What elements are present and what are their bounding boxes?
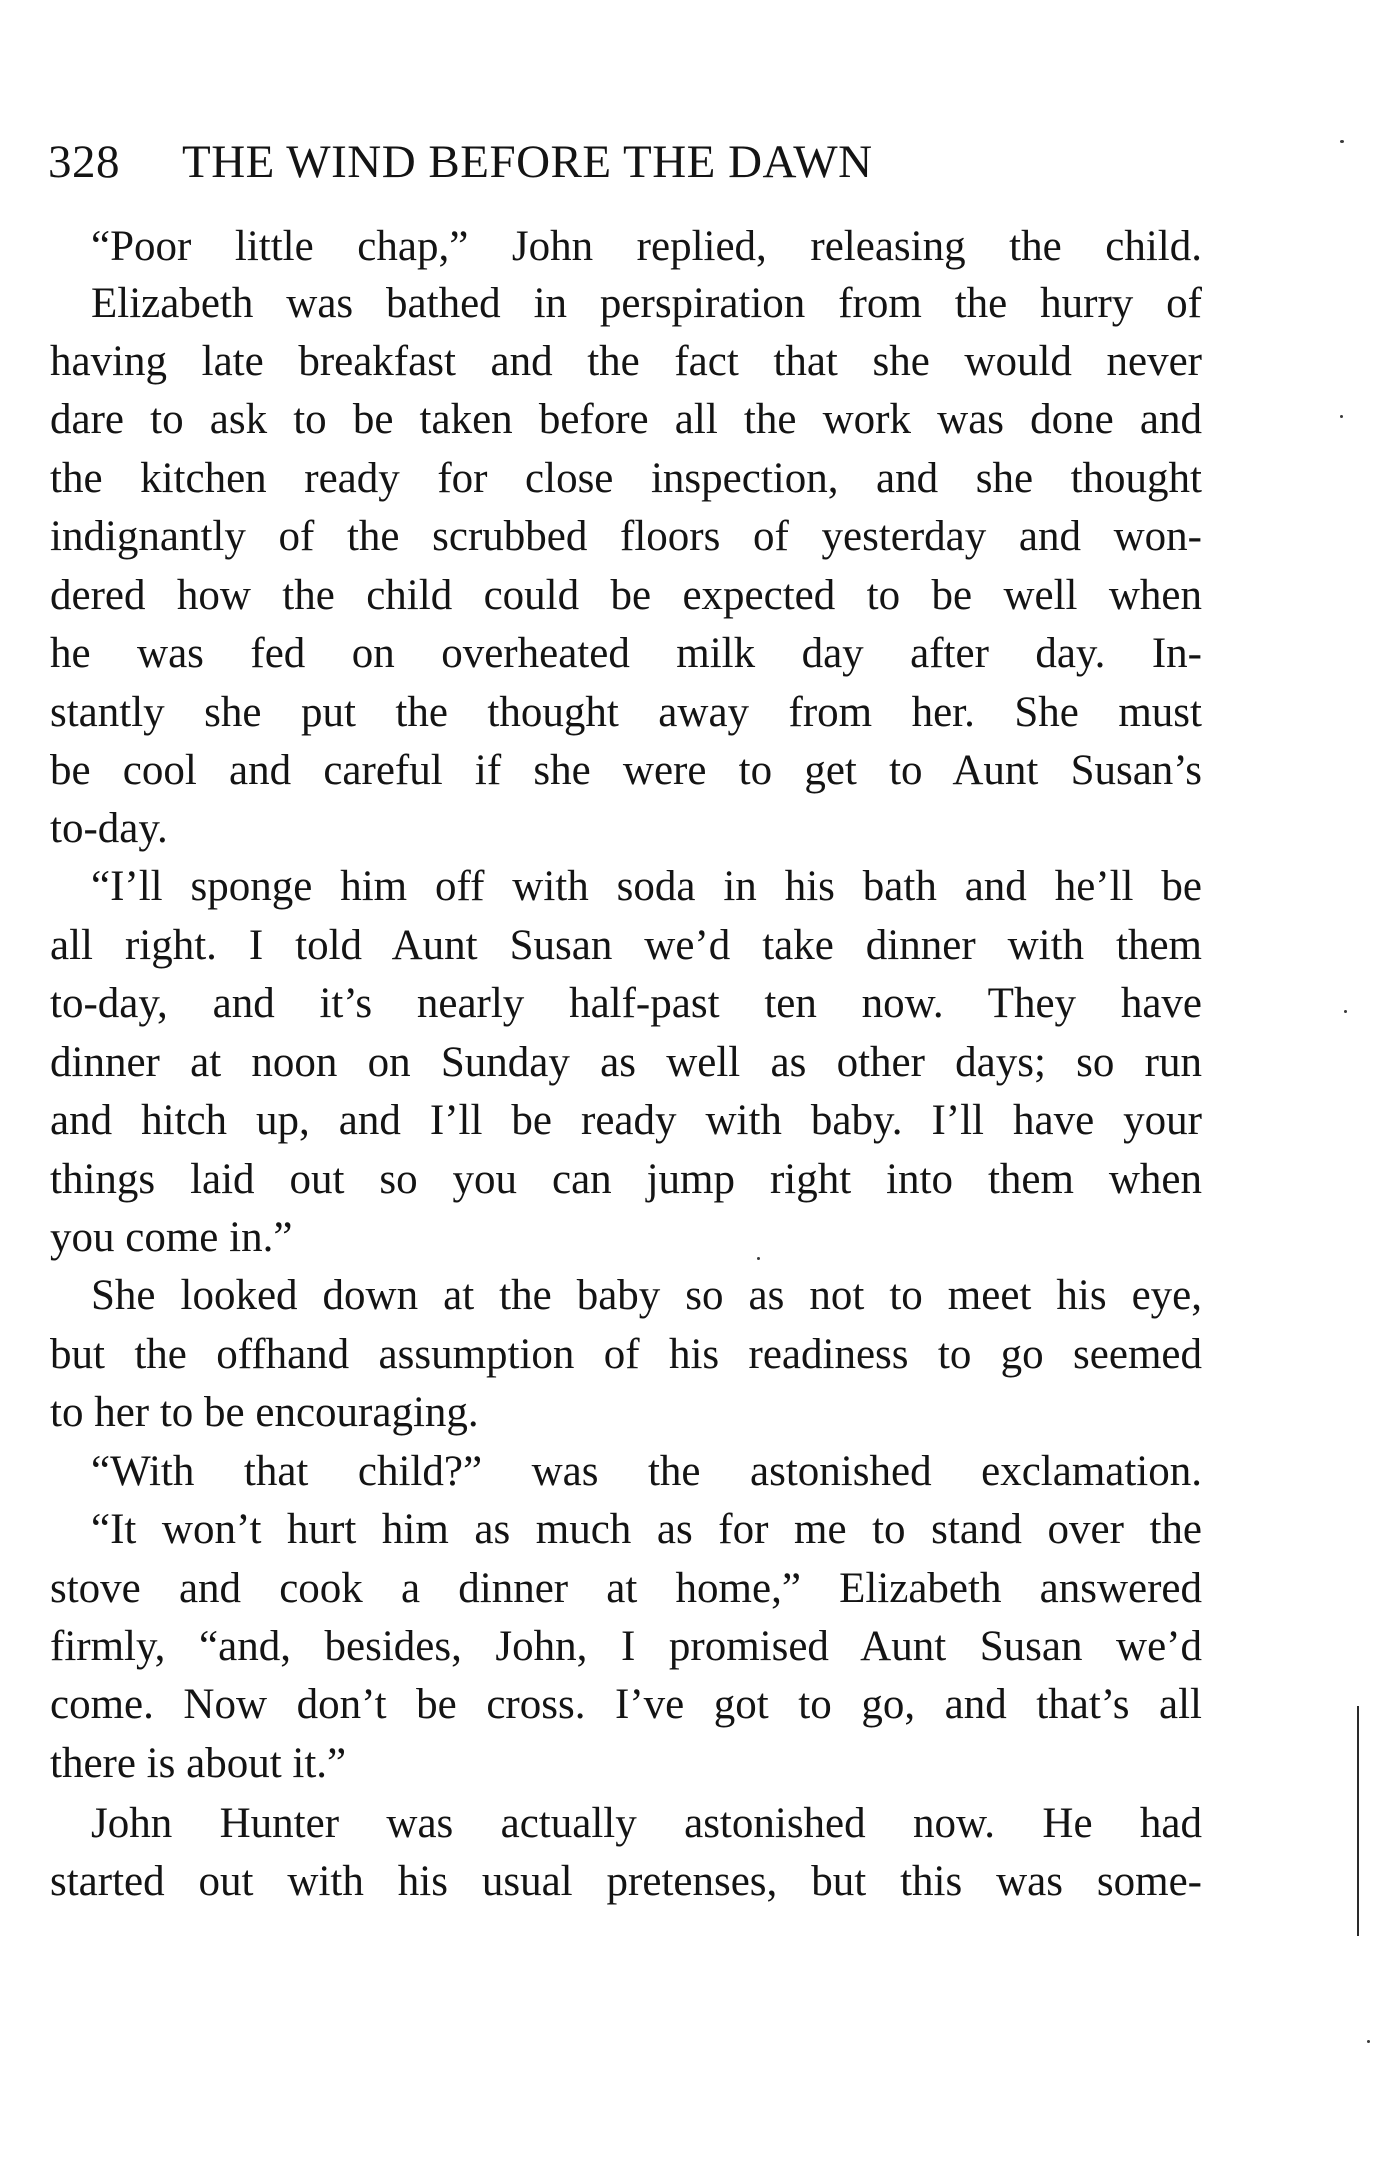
text-line: John Hunter was actually astonished now. He had (91, 1800, 1202, 1847)
text-line: having late breakfast and the fact that she would never (50, 338, 1202, 385)
ink-speck (1344, 1010, 1347, 1013)
text-line: come. Now don’t be cross. I’ve got to go, and that’s all (50, 1681, 1202, 1728)
margin-rule (1357, 1706, 1359, 1936)
text-line: be cool and careful if she were to get to Aunt Susan’s (50, 747, 1202, 794)
ink-speck (757, 1257, 760, 1260)
text-line: you come in.” (50, 1214, 293, 1261)
book-title: THE WIND BEFORE THE DAWN (182, 136, 873, 188)
text-line: firmly, “and, besides, John, I promised Aunt Susan we’d (50, 1623, 1202, 1670)
text-line: “With that child?” was the astonished exclamation. (91, 1448, 1202, 1495)
text-line: “Poor little chap,” John replied, releasing the child. (91, 223, 1202, 270)
ink-speck (1367, 2040, 1370, 2043)
text-line: he was fed on overheated milk day after day. In- (50, 630, 1202, 677)
ink-speck (1340, 140, 1344, 143)
text-line: the kitchen ready for close inspection, and she thought (50, 455, 1202, 502)
text-line: dinner at noon on Sunday as well as other days; so run (50, 1039, 1202, 1086)
text-line: things laid out so you can jump right into them when (50, 1156, 1202, 1203)
ink-speck (1340, 415, 1343, 418)
text-line: there is about it.” (50, 1740, 347, 1787)
text-line: Elizabeth was bathed in perspiration from the hurry of (91, 280, 1202, 327)
text-line: started out with his usual pretenses, but this was some- (50, 1858, 1202, 1905)
text-line: dered how the child could be expected to be well when (50, 572, 1202, 619)
running-head (48, 132, 1208, 192)
text-line: stove and cook a dinner at home,” Elizabeth answered (50, 1565, 1202, 1612)
text-line: but the offhand assumption of his readiness to go seemed (50, 1331, 1202, 1378)
text-line: “It won’t hurt him as much as for me to stand over the (91, 1506, 1202, 1553)
text-line: dare to ask to be taken before all the work was done and (50, 396, 1202, 443)
page-number: 328 (48, 136, 120, 188)
text-line: to-day, and it’s nearly half-past ten now. They have (50, 980, 1202, 1027)
text-line: “I’ll sponge him off with soda in his bath and he’ll be (91, 863, 1202, 910)
text-line: stantly she put the thought away from her. She must (50, 689, 1202, 736)
text-line: and hitch up, and I’ll be ready with baby. I’ll have your (50, 1097, 1202, 1144)
text-line: to-day. (50, 805, 168, 852)
text-line: all right. I told Aunt Susan we’d take dinner with them (50, 922, 1202, 969)
text-line: indignantly of the scrubbed floors of yesterday and won- (50, 513, 1202, 560)
text-line: She looked down at the baby so as not to meet his eye, (91, 1272, 1202, 1319)
text-line: to her to be encouraging. (50, 1389, 479, 1436)
